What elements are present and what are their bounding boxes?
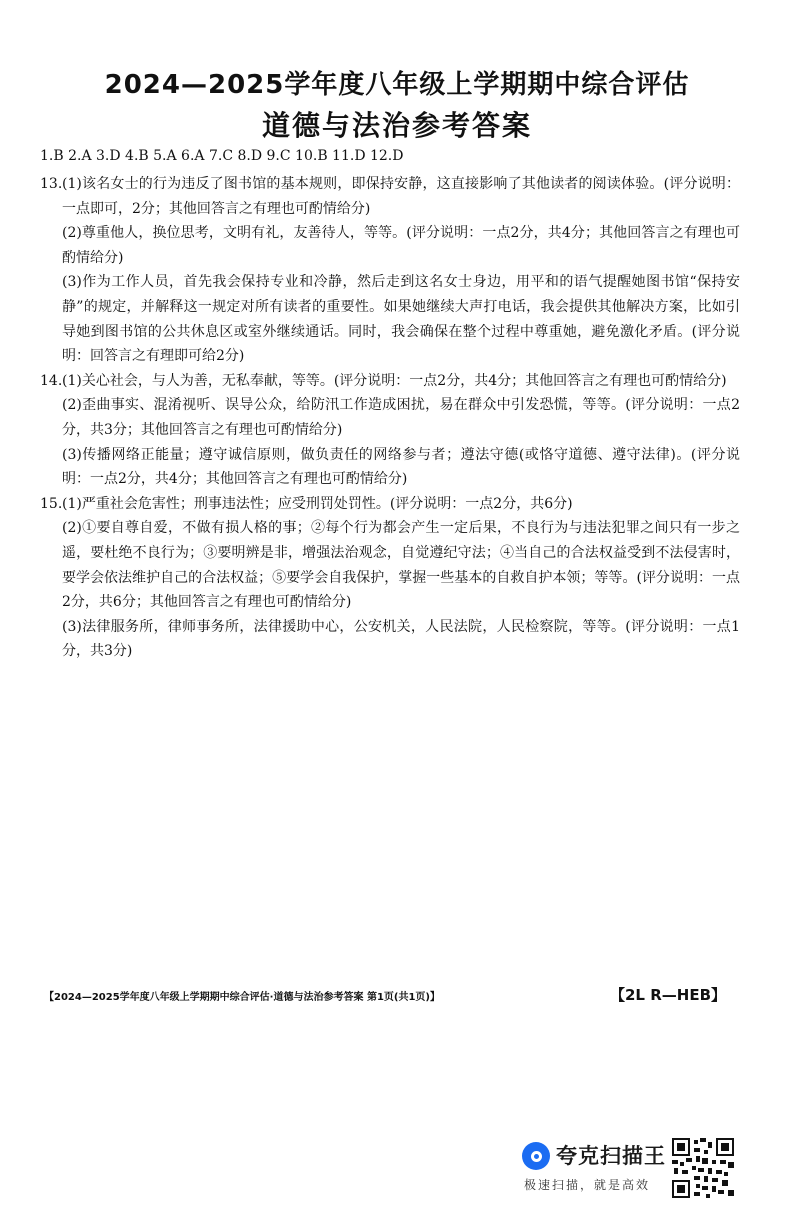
answer-part: (1)关心社会，与人为善，无私奉献，等等。(评分说明：一点2分，共4分；其他回答言之有理也可酌情给分) <box>62 372 727 389</box>
answer-part: (2)①要自尊自爱，不做有损人格的事；②每个行为都会产生一定后果，不良行为与违法犯罪之间只有一步之遥，要杜绝不良行为；③要明辨是非，增强法治观念，自觉遵纪守法；④当自己的合法权益受到不法侵害时，要学会依法维护自己的合法权益；⑤要学会自我保护，掌握一些基本的自救自护本领；等等。(评分说明：一点2分，共6分；其他回答言之有理也可酌情给分) <box>62 520 740 611</box>
answer-part: (3)作为工作人员，首先我会保持专业和冷静，然后走到这名女士身边，用平和的语气提醒她图书馆“保持安静”的规定，并解释这一规定对所有读者的重要性。如果她继续大声打电话，我会提供其他解决方案，比如引导她到图书馆的公共休息区或室外继续通话。同时，我会确保在整个过程中尊重她，避免激化矛盾。(评分说明：回答言之有理即可给2分) <box>62 274 740 365</box>
answer-body <box>40 172 740 664</box>
question-14 <box>40 369 740 492</box>
watermark-brand: 夸克扫描王 <box>556 1144 666 1168</box>
watermark-slogan: 极速扫描，就是高效 <box>524 1178 651 1192</box>
page-footer: 【2024—2025学年度八年级上学期期中综合评估·道德与法治参考答案 第1页(共1页)】 <box>44 992 441 1003</box>
answer-part: (2)歪曲事实、混淆视听、误导公众，给防汛工作造成困扰，易在群众中引发恐慌，等等。(评分说明：一点2分，共3分；其他回答言之有理也可酌情给分) <box>62 397 740 438</box>
quark-logo-icon <box>522 1142 550 1170</box>
question-number: 14. <box>40 372 63 389</box>
multiple-choice-answers: 1.B 2.A 3.D 4.B 5.A 6.A 7.C 8.D 9.C 10.B 11.D 12.D <box>40 148 404 164</box>
answer-part: (1)该名女士的行为违反了图书馆的基本规则，即保持安静，这直接影响了其他读者的阅读体验。(评分说明：一点即可，2分；其他回答言之有理也可酌情给分) <box>62 176 740 217</box>
answer-part: (3)传播网络正能量；遵守诚信原则，做负责任的网络参与者；遵法守德(或恪守道德、遵守法律)。(评分说明：一点2分，共4分；其他回答言之有理也可酌情给分) <box>62 446 740 488</box>
page-subtitle: 道德与法治参考答案 <box>261 109 532 142</box>
paper-code: 【2L R—HEB】 <box>610 986 727 1004</box>
answer-part: (3)法律服务所，律师事务所，法律援助中心，公安机关，人民法院，人民检察院，等等。(评分说明：一点1分，共3分) <box>62 618 740 660</box>
question-number: 13. <box>40 176 63 192</box>
question-number: 15. <box>40 495 63 512</box>
page-title: 2024—2025学年度八年级上学期期中综合评估 <box>104 70 690 100</box>
qr-code-icon <box>672 1138 734 1198</box>
question-13 <box>40 172 740 369</box>
answer-part: (2)尊重他人，换位思考，文明有礼，友善待人，等等。(评分说明：一点2分，共4分；其他回答言之有理也可酌情给分) <box>62 225 740 266</box>
question-15 <box>40 492 740 664</box>
answer-part: (1)严重社会危害性；刑事违法性；应受刑罚处罚性。(评分说明：一点2分，共6分) <box>62 495 573 512</box>
scanner-watermark <box>522 1138 742 1198</box>
